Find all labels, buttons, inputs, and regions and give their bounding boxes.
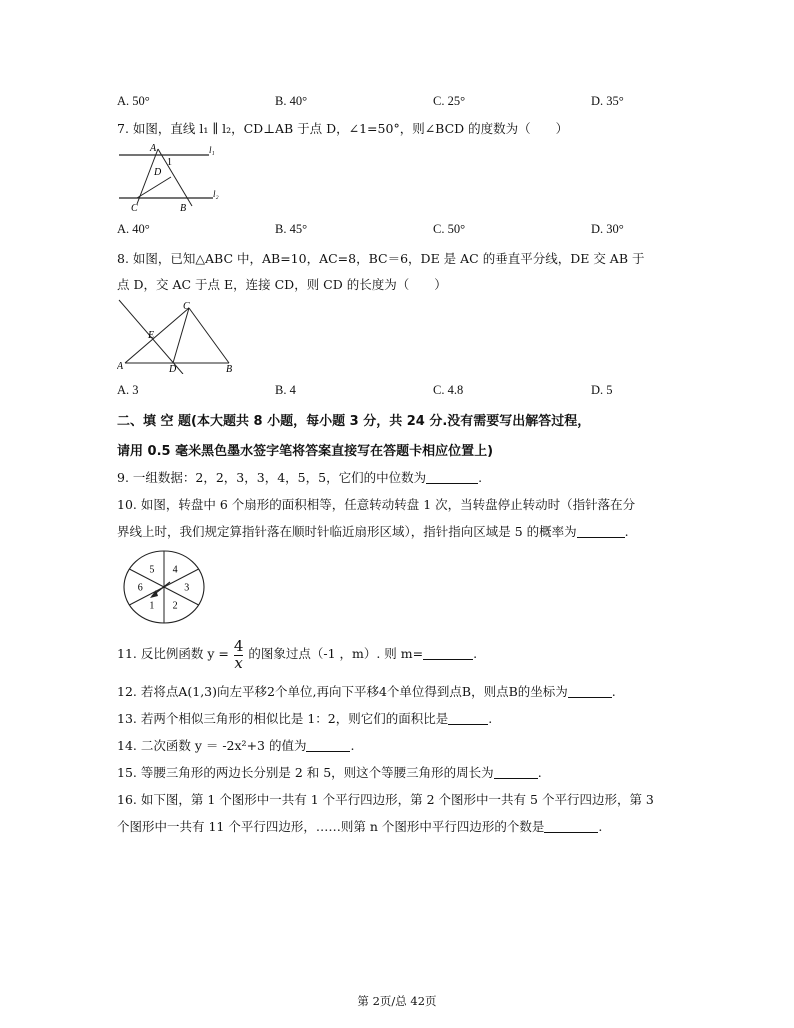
q16-answer-blank	[544, 820, 598, 833]
q14-end: .	[350, 738, 355, 753]
q15-end: .	[537, 765, 542, 780]
q15-text: 15. 等腰三角形的两边长分别是 2 和 5，则这个等腰三角形的周长为	[117, 765, 494, 780]
q7-label-l1: l₁	[209, 145, 215, 155]
spinner-sector-label-5: 5	[149, 564, 155, 576]
q7-figure	[117, 140, 232, 218]
q14-answer-blank	[306, 739, 350, 752]
q13-end: .	[488, 711, 493, 726]
q8-segment-ac	[125, 308, 189, 363]
q10-answer-blank	[577, 525, 625, 538]
q7-label-l2: l₂	[213, 189, 219, 199]
q13	[117, 709, 492, 727]
q8-label-c: C	[183, 301, 190, 312]
q9-text: 9. 一组数据：2，2，3，3，4，5，5，它们的中位数为	[117, 470, 427, 485]
q8-option-a: A. 3	[117, 383, 139, 397]
q7-option-c: C. 50°	[433, 222, 466, 236]
q11	[117, 634, 477, 674]
section-2-heading-line-2: 请用 0.5 毫米黑色墨水签字笔将答案直接写在答题卡相应位置上)	[117, 444, 494, 459]
section-2-heading-line-1: 二、填 空 题(本大题共 8 小题，每小题 3 分，共 24 分.没有需要写出解答过程，	[117, 414, 591, 429]
q9-end: .	[478, 470, 483, 485]
q11-answer-blank	[423, 647, 473, 660]
q8-option-b: B. 4	[275, 383, 296, 397]
spinner-divider-2	[164, 569, 199, 587]
q10-end: .	[624, 524, 629, 539]
q7-segment-cd	[137, 177, 171, 198]
q7-label-b: B	[180, 203, 187, 214]
q10-spinner-figure	[121, 548, 207, 626]
spinner-divider-5	[129, 587, 164, 605]
q8-option-c: C. 4.8	[433, 383, 464, 397]
q10-line-1: 10. 如图，转盘中 6 个扇形的面积相等，任意转动转盘 1 次，当转盘停止转动时（指针落在分	[117, 497, 636, 512]
q11-fraction-denominator: x	[234, 653, 243, 672]
q10-line-2	[117, 522, 629, 540]
q8-options	[117, 383, 677, 399]
q12-answer-blank	[568, 685, 612, 698]
q9-answer-blank	[426, 471, 478, 484]
q6-option-c: C. 25°	[433, 94, 466, 108]
q16-line-1: 16. 如下图，第 1 个图形中一共有 1 个平行四边形，第 2 个图形中一共有 5 个平行四边形，第 3	[117, 792, 654, 807]
q7-option-d: D. 30°	[591, 222, 624, 236]
q15-answer-blank	[494, 766, 538, 779]
q6-option-d: D. 35°	[591, 94, 624, 108]
q8-label-a: A	[117, 361, 124, 372]
q11-pre: 11. 反比例函数 y =	[117, 646, 229, 661]
q8-stem-line-1: 8. 如图，已知△ABC 中，AB=10，AC=8，BC＝6，DE 是 AC 的垂直平分线，DE 交 AB 于	[117, 251, 645, 266]
spinner-sector-label-1: 1	[149, 600, 155, 612]
spinner-sector-label-6: 6	[137, 582, 143, 594]
q10-text: 界线上时，我们规定算指针落在顺时针临近扇形区域），指针指向区域是 5 的概率为	[117, 524, 577, 539]
q11-fraction	[233, 636, 244, 672]
q7-option-b: B. 45°	[275, 222, 308, 236]
page-footer: 第 2页/总 42页	[357, 994, 437, 1008]
q15	[117, 763, 542, 781]
q12-text: 12. 若将点A(1,3)向左平移2个单位,再向下平移4个单位得到点B，则点B的坐标为	[117, 684, 568, 699]
q8-segment-bc	[189, 308, 229, 363]
q8-figure	[117, 298, 242, 374]
q6-options	[117, 94, 677, 110]
q8-option-d: D. 5	[591, 383, 613, 397]
q11-fraction-numerator: 4	[233, 636, 244, 655]
q7-option-a: A. 40°	[117, 222, 150, 236]
q16-end: .	[598, 819, 603, 834]
q12	[117, 682, 616, 700]
q16-text: 个图形中一共有 11 个平行四边形，……则第 n 个图形中平行四边形的个数是	[117, 819, 545, 834]
q13-text: 13. 若两个相似三角形的相似比是 1：2，则它们的面积比是	[117, 711, 449, 726]
spinner-sector-label-2: 2	[172, 600, 178, 612]
q11-post: 的图象过点（-1 ，m）. 则 m=	[248, 646, 424, 661]
q7-stem: 7. 如图，直线 l₁ ∥ l₂，CD⊥AB 于点 D，∠1=50°，则∠BCD 的度数为（ ）	[117, 121, 569, 136]
q6-option-b: B. 40°	[275, 94, 308, 108]
q14	[117, 736, 354, 754]
q14-text: 14. 二次函数 y ＝ -2x²+3 的值为	[117, 738, 307, 753]
q7-label-d: D	[154, 167, 162, 178]
q8-label-b: B	[226, 364, 233, 374]
spinner-divider-6	[129, 569, 164, 587]
q13-answer-blank	[448, 712, 488, 725]
q7-label-c: C	[131, 203, 138, 214]
q7-label-a: A	[150, 143, 157, 154]
q6-option-a: A. 50°	[117, 94, 150, 108]
q9	[117, 468, 482, 486]
q16-line-2	[117, 817, 602, 835]
spinner-sector-label-4: 4	[172, 564, 178, 576]
spinner-divider-3	[164, 587, 199, 605]
q8-label-d: D	[169, 364, 177, 374]
q12-end: .	[611, 684, 616, 699]
q7-options	[117, 222, 677, 238]
q11-end: .	[473, 646, 478, 661]
q8-segment-cd	[173, 308, 189, 363]
q8-label-e: E	[148, 330, 155, 341]
spinner-sector-label-3: 3	[184, 582, 190, 594]
q7-label-angle-1: 1	[167, 157, 172, 168]
q8-stem-line-2: 点 D，交 AC 于点 E，连接 CD，则 CD 的长度为（ ）	[117, 277, 447, 292]
